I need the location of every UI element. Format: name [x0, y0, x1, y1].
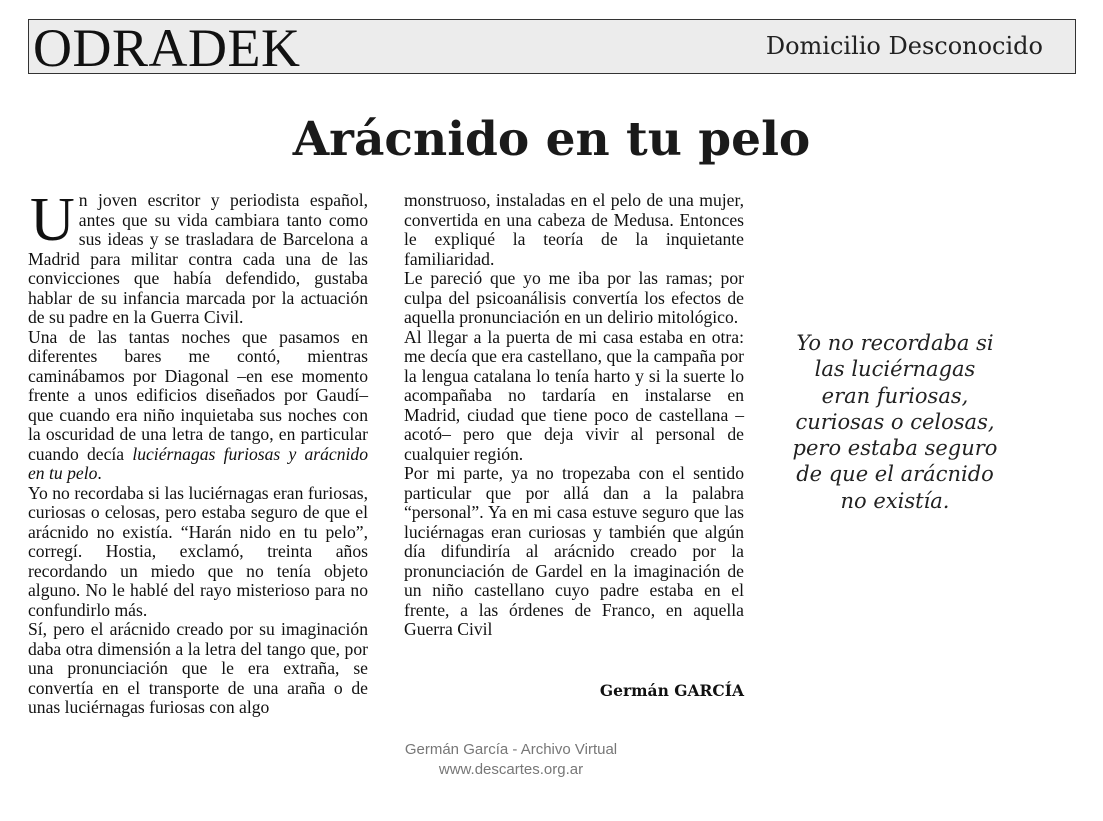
author-byline: Germán GARCÍA — [599, 681, 744, 700]
section-title: Domicilio Desconocido — [765, 32, 1043, 60]
pull-quote: Yo no recordaba si las luciérnagas eran furiosas, curiosas o celosas, pero estaba seguro de que el arácnido no existía. — [792, 331, 998, 513]
paragraph-5: monstruoso, instaladas en el pelo de una mujer, convertida en una cabeza de Medusa. Entonces le expliqué la teoría de la inquietante familiaridad. — [404, 190, 744, 269]
masthead — [28, 18, 1076, 78]
brand-title: ODRADEK — [33, 18, 301, 78]
paragraph-1-text: n joven escritor y periodista español, antes que su vida cambiara tanto como sus ideas y se trasladara de Barcelona a Madrid para militar contra cada una de las convicciones que había defendido, gustaba hablar de su infancia marcada por la actuación de su padre en la Guerra Civil. — [28, 190, 368, 327]
footer — [0, 740, 1022, 780]
paragraph-4: Sí, pero el arácnido creado por su imaginación daba otra dimensión a la letra del tango que, por una pronunciación que le era extraña, se convertía en el transporte de una araña o de unas luciérnagas furiosas con algo — [28, 619, 368, 717]
paragraph-3: Yo no recordaba si las luciérnagas eran furiosas, curiosas o celosas, pero estaba seguro de que el arácnido no existía. “Harán nido en tu pelo”, corregí. Hostia, exclamó, treinta años recordando un miedo que no tenía objeto alguno. No le hablé del rayo misterioso para no confundirlo más. — [28, 482, 368, 620]
paragraph-8: Por mi parte, ya no tropezaba con el sentido particular que por allá dan a la palabra “personal”. Ya en mi casa estuve seguro que las luciérnagas eran curiosas y también que algún día difundiría al arácnido creado por la pronunciación de Gardel en la imaginación de un niño castellano cuyo padre estaba en el frente, a las órdenes de Franco, en aquella Guerra Civil — [404, 463, 744, 639]
paragraph-2-text: Una de las tantas noches que pasamos en diferentes bares me contó, mientras caminábamos por Diagonal –en ese momento frente a unos edificios diseñados por Gaudí– que cuando era niño inquietaba sus noches con la oscuridad de una letra de tango, en particular cuando decía — [28, 326, 368, 464]
footer-archive: Germán García - Archivo Virtual — [404, 741, 618, 758]
tango-quote: luciérnagas furiosas y arácnido en tu pelo — [28, 443, 369, 483]
paragraph-7: Al llegar a la puerta de mi casa estaba en otra: me decía que era castellano, que la campaña por la lengua catalana lo tenía harto y si la suerte lo acompañaba no tardaría en instalarse en Madrid, ciudad que tiene poco de castellana –acotó– pero que deja vivir al personal de cualquier región. — [404, 326, 744, 464]
article-column-2 — [404, 191, 744, 640]
article-title: Arácnido en tu pelo — [292, 112, 811, 167]
drop-cap: U — [30, 186, 75, 254]
paragraph-1 — [28, 186, 368, 328]
footer-url[interactable]: www.descartes.org.ar — [438, 761, 584, 778]
paragraph-2 — [28, 328, 368, 484]
article-column-1 — [28, 186, 369, 718]
paragraph-6: Le pareció que yo me iba por las ramas; por culpa del psicoanálisis convertía los efectos de aquella pronunciación en un delirio mitológico. — [404, 268, 744, 327]
paragraph-2-end: . — [97, 463, 102, 483]
